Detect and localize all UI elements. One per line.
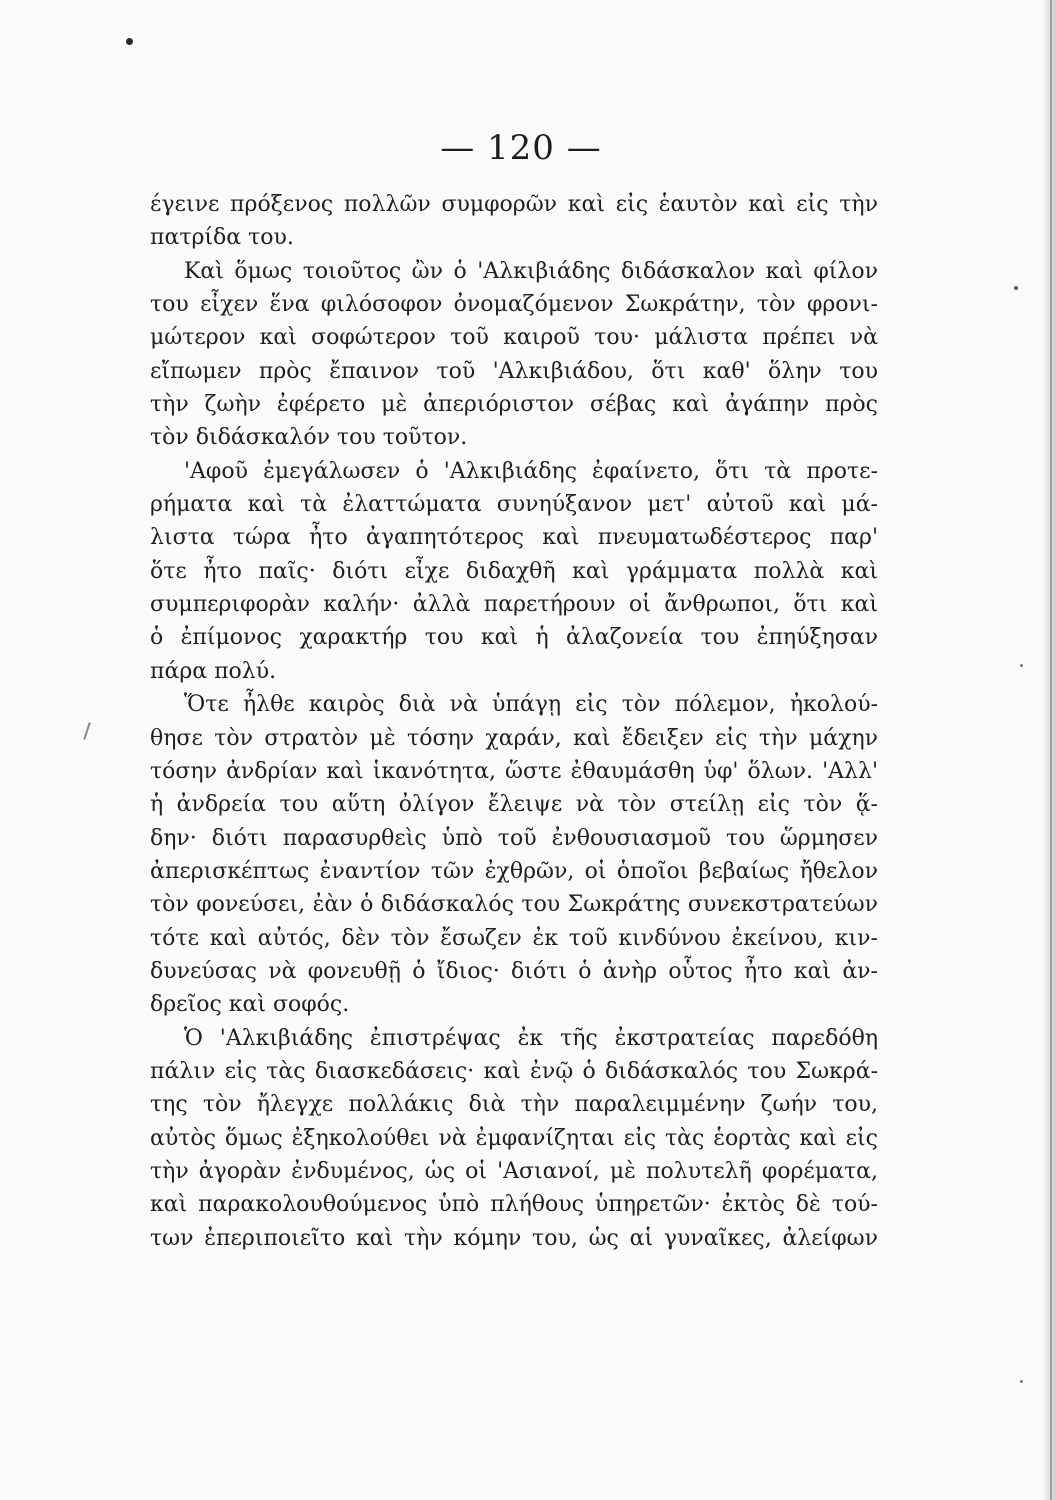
- page-number: — 120 —: [440, 128, 602, 168]
- text-line: πάρα πολύ.: [150, 658, 277, 684]
- text-line: δυνεύσας νὰ φονευθῇ ὁ ἴδιος· διότι ὁ ἀνὴρ οὗτος ἦτο καὶ ἀν-: [150, 958, 878, 984]
- text-line: πάλιν εἰς τὰς διασκεδάσεις· καὶ ἐνῷ ὁ διδάσκαλός του Σωκρά-: [150, 1058, 878, 1084]
- text-line: των ἐπεριποιεῖτο καὶ τὴν κόμην του, ὡς αἱ γυναῖκες, ἀλείφων: [150, 1225, 878, 1251]
- margin-mark: [83, 722, 90, 740]
- text-line: συμπεριφορὰν καλήν· ἀλλὰ παρετήρουν οἱ ἄνθρωποι, ὅτι καὶ: [150, 592, 878, 618]
- ink-speck: [1020, 1380, 1023, 1383]
- ink-speck: [1014, 286, 1018, 290]
- text-line: τὴν ἀγορὰν ἐνδυμένος, ὡς οἱ 'Ασιανοί, μὲ πολυτελῆ φορέματα,: [150, 1158, 878, 1184]
- ink-speck: [1020, 664, 1023, 667]
- text-line: τὸν διδάσκαλόν του τοῦτον.: [150, 425, 468, 451]
- text-line: 'Αφοῦ ἐμεγάλωσεν ὁ 'Αλκιβιάδης ἐφαίνετο, ὅτι τὰ προτε-: [184, 458, 878, 484]
- text-line: τόσην ἀνδρίαν καὶ ἱκανότητα, ὥστε ἐθαυμάσθη ὑφ' ὅλων. 'Αλλ': [150, 758, 878, 784]
- text-line: ὅτε ἦτο παῖς· διότι εἶχε διδαχθῆ καὶ γράμματα πολλὰ καὶ: [150, 558, 878, 584]
- page-edge-line: [1050, 0, 1052, 1500]
- text-line: Καὶ ὅμως τοιοῦτος ὢν ὁ 'Αλκιβιάδης διδάσκαλον καὶ φίλον: [184, 258, 878, 284]
- ink-speck: [126, 38, 133, 45]
- text-line: θησε τὸν στρατὸν μὲ τόσην χαράν, καὶ ἔδειξεν εἰς τὴν μάχην: [150, 725, 878, 751]
- text-line: του εἶχεν ἕνα φιλόσοφον ὀνομαζόμενον Σωκράτην, τὸν φρονι-: [150, 292, 878, 318]
- text-line: μώτερον καὶ σοφώτερον τοῦ καιροῦ του· μάλιστα πρέπει νὰ: [150, 325, 878, 351]
- text-line: αὐτὸς ὅμως ἐξηκολούθει νὰ ἐμφανίζηται εἰς τὰς ἑορτὰς καὶ εἰς: [150, 1125, 878, 1151]
- text-line: καὶ παρακολουθούμενος ὑπὸ πλήθους ὑπηρετῶν· ἐκτὸς δὲ τού-: [150, 1192, 878, 1218]
- text-line: ἡ ἀνδρεία του αὕτη ὀλίγον ἔλειψε νὰ τὸν στείλῃ εἰς τὸν ᾅ-: [150, 792, 878, 818]
- text-line: ὁ ἐπίμονος χαρακτήρ του καὶ ἡ ἀλαζονεία του ἐπηύξησαν: [150, 625, 878, 651]
- text-line: ἀπερισκέπτως ἐναντίον τῶν ἐχθρῶν, οἱ ὁποῖοι βεβαίως ἤθελον: [150, 858, 878, 884]
- text-line: δρεῖος καὶ σοφός.: [150, 992, 350, 1018]
- text-line: έγεινε πρόξενος πολλῶν συμφορῶν καὶ εἰς ἑαυτὸν καὶ εἰς τὴν: [150, 192, 878, 217]
- text-line: πατρίδα του.: [150, 225, 294, 251]
- text-line: λιστα τώρα ἦτο ἀγαπητότερος καὶ πνευματωδέστερος παρ': [150, 525, 878, 551]
- text-line: τότε καὶ αὐτός, δὲν τὸν ἔσωζεν ἐκ τοῦ κινδύνου ἐκείνου, κιν-: [150, 925, 878, 951]
- body-text: [150, 188, 878, 1255]
- text-line: τὴν ζωὴν ἐφέρετο μὲ ἀπεριόριστον σέβας καὶ ἀγάπην πρὸς: [150, 392, 878, 418]
- text-line: ρήματα καὶ τὰ ἐλαττώματα συνηύξανον μετ' αὐτοῦ καὶ μά-: [150, 492, 878, 518]
- text-line: εἴπωμεν πρὸς ἔπαινον τοῦ 'Αλκιβιάδου, ὅτι καθ' ὅλην του: [150, 358, 878, 384]
- text-line: της τὸν ἤλεγχε πολλάκις διὰ τὴν παραλειμμένην ζωήν του,: [150, 1092, 878, 1118]
- text-line: δην· διότι παρασυρθεὶς ὑπὸ τοῦ ἐνθουσιασμοῦ του ὥρμησεν: [150, 825, 878, 851]
- text-line: Ὁ 'Αλκιβιάδης ἐπιστρέψας ἐκ τῆς ἐκστρατείας παρεδόθη: [184, 1025, 878, 1051]
- text-line: Ὅτε ἦλθε καιρὸς διὰ νὰ ὑπάγῃ εἰς τὸν πόλεμον, ἠκολού-: [184, 692, 878, 718]
- text-line: τὸν φονεύσει, ἐὰν ὁ διδάσκαλός του Σωκράτης συνεκστρατεύων: [150, 892, 878, 918]
- page-edge-shadow: [1042, 0, 1056, 1500]
